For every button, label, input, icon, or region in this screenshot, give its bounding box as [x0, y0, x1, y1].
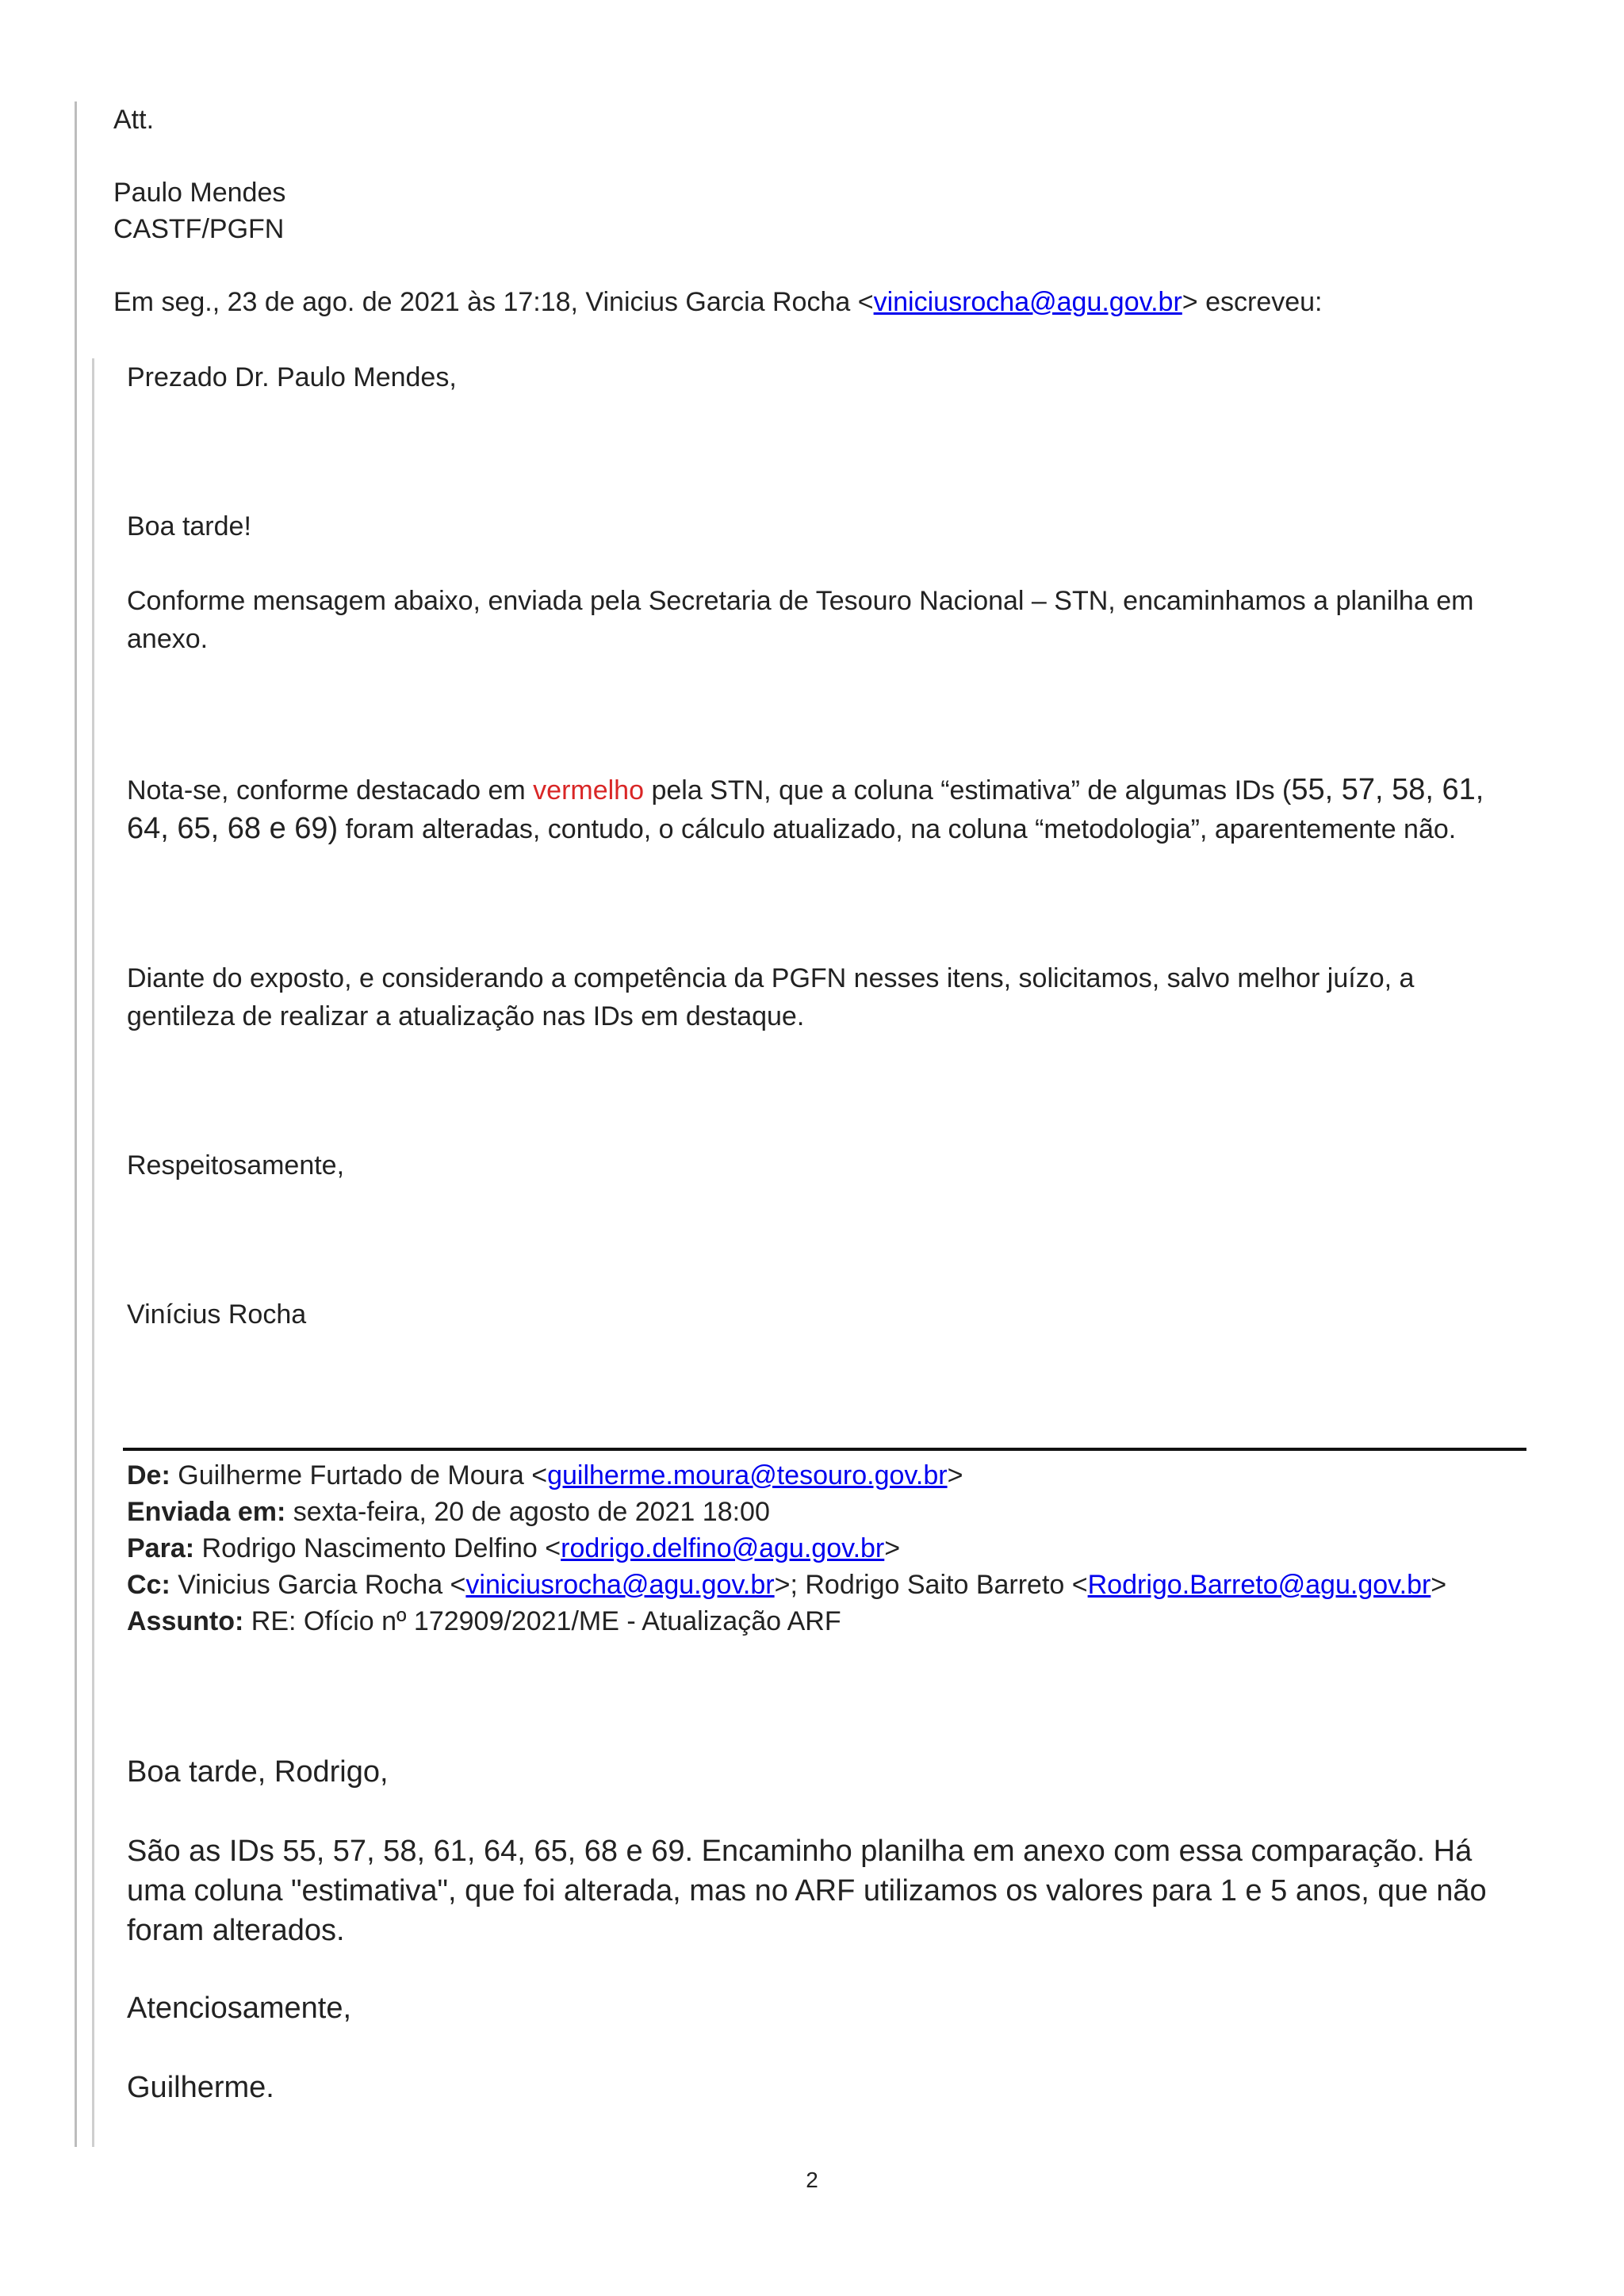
quote-attribution-prefix: Em seg., 23 de ago. de 2021 às 17:18, Vinicius Garcia Rocha <: [113, 287, 874, 317]
reply-p2-part-b: pela STN, que a coluna “estimativa” de algumas IDs (: [644, 775, 1292, 806]
header-sent-value: sexta-feira, 20 de agosto de 2021 18:00: [285, 1497, 770, 1527]
original-greeting: Boa tarde, Rodrigo,: [127, 1755, 389, 1789]
reply-closing: Respeitosamente,: [127, 1150, 345, 1181]
header-subject: [127, 1603, 841, 1640]
header-from-end: >: [947, 1460, 963, 1490]
reply-paragraph-1: Conforme mensagem abaixo, enviada pela Secretaria de Tesouro Nacional – STN, encaminhamos a planilha em anexo.: [127, 586, 1474, 654]
header-to: [127, 1530, 900, 1567]
header-sent: [127, 1494, 770, 1530]
sender-dept: CASTF/PGFN: [113, 214, 285, 244]
header-cc-label: Cc:: [127, 1570, 170, 1600]
separator-line: [123, 1448, 1526, 1451]
header-from-label: De:: [127, 1460, 170, 1490]
reply-p2-part-c: foram alteradas, contudo, o cálculo atualizado, na coluna “metodologia”, aparentemente não.: [338, 814, 1457, 844]
cc-email-link-2[interactable]: Rodrigo.Barreto@agu.gov.br: [1087, 1570, 1431, 1600]
header-from-name: Guilherme Furtado de Moura <: [170, 1460, 548, 1490]
reply-greeting: Prezado Dr. Paulo Mendes,: [127, 362, 457, 392]
header-cc-mid: >; Rodrigo Saito Barreto <: [774, 1570, 1088, 1600]
sender-name: Paulo Mendes: [113, 178, 286, 208]
from-email-link[interactable]: guilherme.moura@tesouro.gov.br: [547, 1460, 948, 1490]
header-from: [127, 1457, 963, 1494]
quote-bar-inner: [92, 358, 94, 2147]
reply-paragraph-3: Diante do exposto, e considerando a competência da PGFN nesses itens, solicitamos, salvo melhor juízo, a gentileza de realizar a atualização nas IDs em destaque.: [127, 963, 1415, 1031]
original-body: São as IDs 55, 57, 58, 61, 64, 65, 68 e 69. Encaminho planilha em anexo com essa comparação. Há uma coluna "estimativa", que foi alterada, mas no ARF utilizamos os valores para 1 e 5 anos, que não foram alterados.: [127, 1835, 1487, 1947]
original-signature: Guilherme.: [127, 2071, 274, 2104]
original-closing: Atenciosamente,: [127, 1992, 352, 2025]
quote-bar-outer: [75, 101, 77, 2147]
reply-signature: Vinícius Rocha: [127, 1299, 307, 1330]
email-link[interactable]: viniciusrocha@agu.gov.br: [873, 287, 1182, 317]
quote-attribution-suffix: > escreveu:: [1182, 287, 1323, 317]
reply-p2-part-a: Nota-se, conforme destacado em: [127, 775, 534, 806]
header-sent-label: Enviada em:: [127, 1497, 286, 1527]
header-to-name: Rodrigo Nascimento Delfino <: [194, 1533, 561, 1563]
cc-email-link-1[interactable]: viniciusrocha@agu.gov.br: [465, 1570, 775, 1600]
reply-boa-tarde: Boa tarde!: [127, 511, 251, 541]
header-to-label: Para:: [127, 1533, 195, 1563]
header-cc: [127, 1567, 1446, 1603]
reply-paragraph-2: [127, 771, 1507, 848]
header-to-end: >: [884, 1533, 901, 1563]
header-subject-value: RE: Ofício nº 172909/2021/ME - Atualização ARF: [243, 1606, 841, 1636]
to-email-link[interactable]: rodrigo.delfino@agu.gov.br: [561, 1533, 885, 1563]
highlight-red-word: vermelho: [533, 775, 644, 806]
reply-p2-ids: 55, 57, 58, 61, 64, 65, 68 e 69): [127, 773, 1484, 845]
header-subject-label: Assunto:: [127, 1606, 244, 1636]
header-cc-end: >: [1431, 1570, 1447, 1600]
signoff-text: Att.: [113, 105, 155, 135]
page-number: 2: [806, 2168, 818, 2192]
quote-attribution: [113, 284, 1323, 320]
header-cc-name-1: Vinicius Garcia Rocha <: [170, 1570, 466, 1600]
